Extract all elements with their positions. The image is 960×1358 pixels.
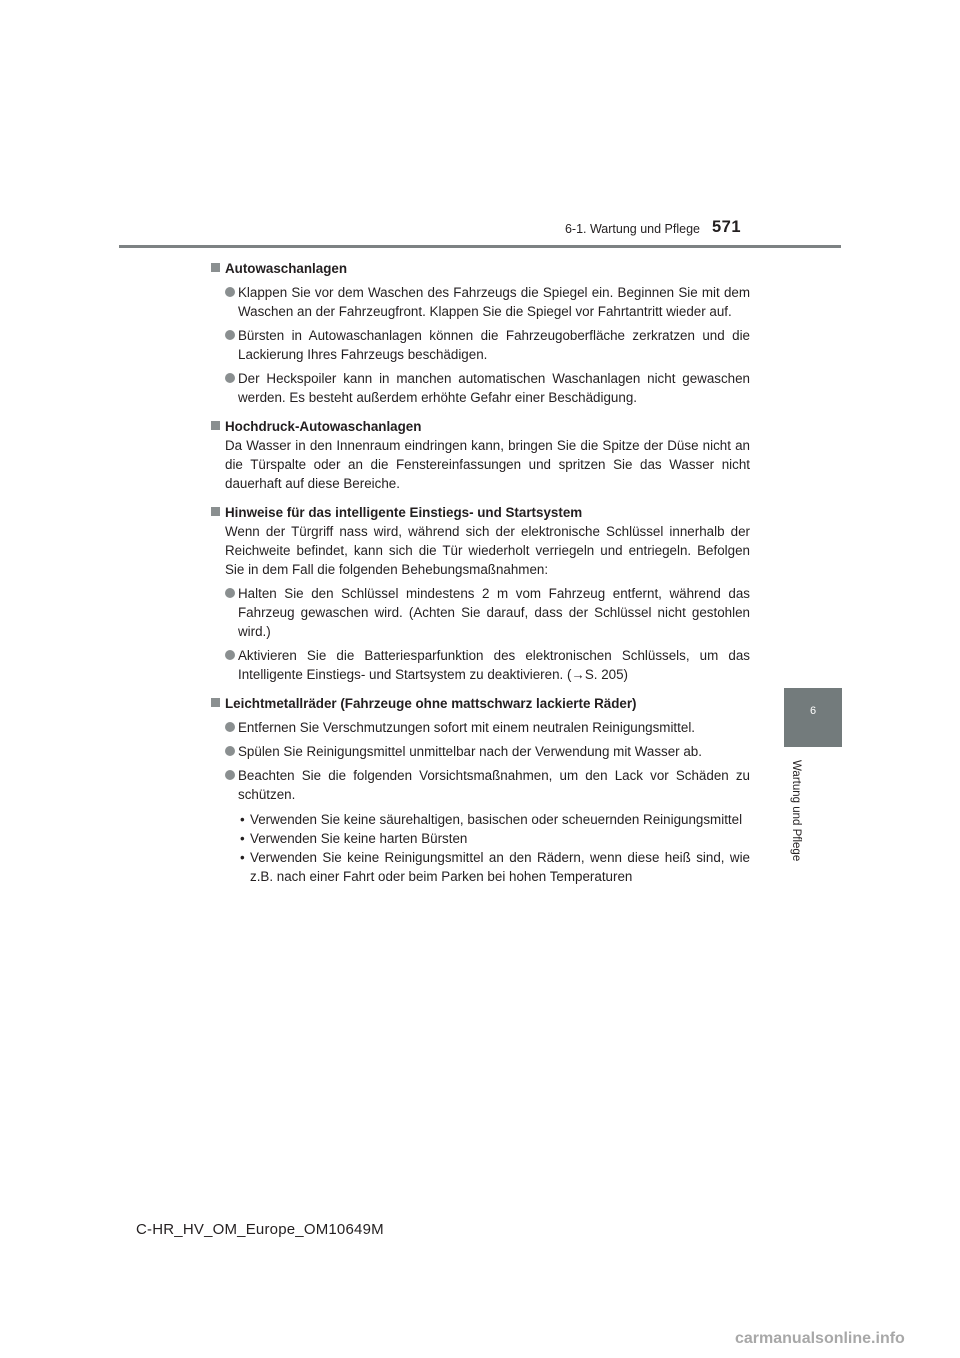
section-paragraph: Wenn der Türgriff nass wird, während sich der elektronische Schlüssel innerhalb der Reichweite befindet, kann sich die Tür wiederholt verriegeln und entriegeln. Befolgen Sie in dem Fall die folgenden Behebungsmaßnahmen: — [225, 524, 750, 577]
bullet-item — [210, 369, 750, 407]
bullet-item — [210, 584, 750, 641]
bullet-text: Halten Sie den Schlüssel mindestens 2 m vom Fahrzeug entfernt, während das Fahrzeug gewaschen wird. (Achten Sie darauf, dass der Schlüssel nicht gestohlen wird.) — [238, 586, 750, 639]
section-heading — [210, 503, 750, 522]
round-bullet-icon — [225, 330, 235, 340]
round-bullet-icon — [225, 287, 235, 297]
square-bullet-icon — [211, 507, 220, 516]
header-rule — [119, 245, 841, 248]
round-bullet-icon — [225, 588, 235, 598]
bullet-text: Klappen Sie vor dem Waschen des Fahrzeugs die Spiegel ein. Beginnen Sie mit dem Waschen an der Fahrzeugfront. Klappen Sie die Spiegel vor Fahrtantritt wieder auf. — [238, 285, 750, 319]
bullet-text: Entfernen Sie Verschmutzungen sofort mit einem neutralen Reinigungsmittel. — [238, 720, 696, 735]
section-heading-text: Autowaschanlagen — [225, 261, 348, 276]
side-tab-number: 6 — [809, 705, 817, 717]
bullet-text: Bürsten in Autowaschanlagen können die Fahrzeugoberfläche zerkratzen und die Lackierung Ihres Fahrzeugs beschädigen. — [238, 328, 750, 362]
bullet-item — [210, 742, 750, 761]
round-bullet-icon — [225, 746, 235, 756]
bullet-text: Der Heckspoiler kann in manchen automatischen Waschanlagen nicht gewaschen werden. Es besteht außerdem erhöhte Gefahr einer Beschädigung. — [238, 371, 750, 405]
section-heading — [210, 417, 750, 436]
bullet-text: Aktivieren Sie die Batteriesparfunktion des elektronischen Schlüssels, um das Intelligente Einstiegs- und Startsystem zu deaktivieren. (→S. 205) — [238, 648, 750, 682]
round-bullet-icon — [225, 650, 235, 660]
sub-bullet-mark: • — [240, 850, 245, 865]
bullet-item — [210, 283, 750, 321]
sub-item-text: Verwenden Sie keine säurehaltigen, basischen oder scheuernden Reinigungsmittel — [250, 812, 743, 827]
sub-item — [210, 848, 750, 886]
sub-item — [210, 810, 750, 829]
square-bullet-icon — [211, 421, 220, 430]
footer-document-code: C-HR_HV_OM_Europe_OM10649M — [136, 1221, 384, 1238]
section-heading-text: Hinweise für das intelligente Einstiegs- und Startsystem — [225, 505, 583, 520]
bullet-item — [210, 326, 750, 364]
square-bullet-icon — [211, 698, 220, 707]
side-tab-label: Wartung und Pflege — [790, 760, 802, 862]
section-heading-text: Leichtmetallräder (Fahrzeuge ohne mattschwarz lackierte Räder) — [225, 696, 637, 711]
sub-bullet-mark: • — [240, 831, 245, 846]
round-bullet-icon — [225, 770, 235, 780]
sub-bullet-mark: • — [240, 812, 245, 827]
sub-item-text: Verwenden Sie keine harten Bürsten — [250, 831, 468, 846]
watermark: carmanualsonline.info — [735, 1330, 905, 1347]
section-heading — [210, 259, 750, 278]
side-tab — [784, 688, 842, 747]
bullet-item — [210, 718, 750, 737]
round-bullet-icon — [225, 373, 235, 383]
bullet-item — [210, 646, 750, 684]
bullet-item — [210, 766, 750, 804]
square-bullet-icon — [211, 263, 220, 272]
sub-item-text: Verwenden Sie keine Reinigungsmittel an den Rädern, wenn diese heiß sind, wie z.B. nach einer Fahrt oder beim Parken bei hohen Temperaturen — [250, 850, 750, 884]
section-heading — [210, 694, 750, 713]
page-number: 571 — [712, 218, 742, 236]
sub-item — [210, 829, 750, 848]
round-bullet-icon — [225, 722, 235, 732]
header-section-title: 6-1. Wartung und Pflege — [564, 222, 700, 236]
section-heading-text: Hochdruck-Autowaschanlagen — [225, 419, 422, 434]
page-content — [210, 255, 750, 886]
bullet-text: Spülen Sie Reinigungsmittel unmittelbar nach der Verwendung mit Wasser ab. — [238, 744, 702, 759]
section-paragraph: Da Wasser in den Innenraum eindringen kann, bringen Sie die Spitze der Düse nicht an die Türspalte oder an die Fenstereinfassungen und spritzen Sie das Wasser nicht dauerhaft auf diese Bereiche. — [225, 438, 750, 491]
bullet-text: Beachten Sie die folgenden Vorsichtsmaßnahmen, um den Lack vor Schäden zu schützen. — [238, 768, 750, 802]
